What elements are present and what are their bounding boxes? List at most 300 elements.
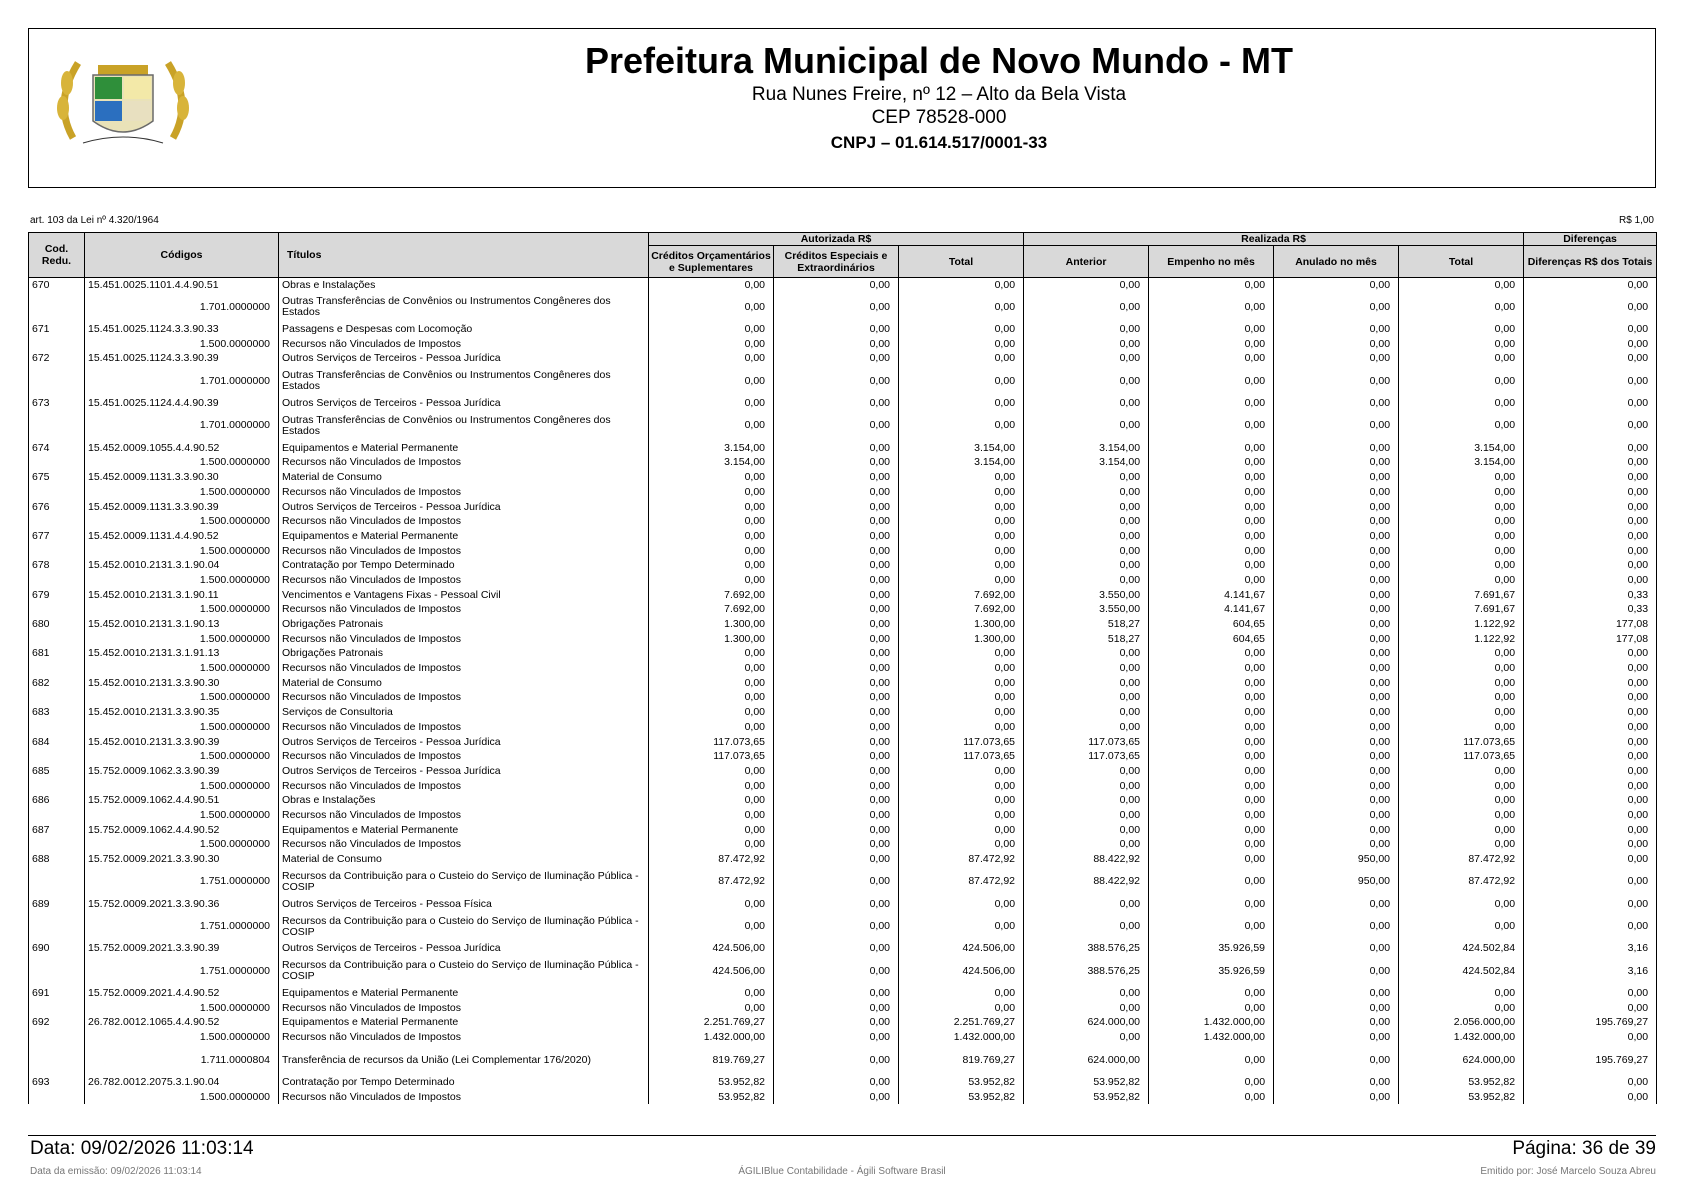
table-row [29, 529, 1657, 544]
cell-diferencas: 0,00 [1524, 278, 1657, 293]
cell-anulado: 950,00 [1274, 867, 1399, 897]
cell-diferencas: 0,00 [1524, 544, 1657, 559]
cell-creditos-orcamentarios: 0,00 [649, 529, 774, 544]
cell-codigo: 15.752.0009.2021.3.3.90.30 [85, 852, 279, 867]
cell-anulado: 0,00 [1274, 779, 1399, 794]
cell-total-autorizada: 0,00 [899, 278, 1024, 293]
cell-total-realizada: 424.502,84 [1399, 942, 1524, 957]
cell-titulo: Obrigações Patronais [279, 617, 649, 632]
emitted-by: Emitido por: José Marcelo Souza Abreu [1480, 1166, 1656, 1177]
cell-cod-redu [29, 337, 85, 352]
cell-total-realizada: 1.122,92 [1399, 617, 1524, 632]
cell-creditos-especiais: 0,00 [774, 500, 899, 515]
table-row [29, 956, 1657, 986]
cell-anterior: 0,00 [1024, 691, 1149, 706]
cell-creditos-especiais: 0,00 [774, 912, 899, 942]
cell-codigo: 1.701.0000000 [85, 292, 279, 322]
cell-total-realizada: 0,00 [1399, 514, 1524, 529]
table-row [29, 411, 1657, 441]
cell-total-realizada: 53.952,82 [1399, 1075, 1524, 1090]
cell-codigo: 1.500.0000000 [85, 1030, 279, 1045]
cell-creditos-orcamentarios: 0,00 [649, 514, 774, 529]
cell-total-autorizada: 87.472,92 [899, 852, 1024, 867]
cell-anulado: 0,00 [1274, 292, 1399, 322]
cell-anulado: 0,00 [1274, 470, 1399, 485]
cell-creditos-especiais: 0,00 [774, 588, 899, 603]
cell-anterior: 0,00 [1024, 986, 1149, 1001]
cell-total-autorizada: 0,00 [899, 691, 1024, 706]
cell-anulado: 0,00 [1274, 897, 1399, 912]
cell-anterior: 3.550,00 [1024, 603, 1149, 618]
cell-creditos-orcamentarios: 0,00 [649, 705, 774, 720]
cell-cod-redu: 688 [29, 852, 85, 867]
cell-total-autorizada: 117.073,65 [899, 749, 1024, 764]
cell-total-realizada: 0,00 [1399, 558, 1524, 573]
cell-diferencas: 0,00 [1524, 764, 1657, 779]
cell-diferencas: 0,00 [1524, 735, 1657, 750]
cell-total-realizada: 0,00 [1399, 764, 1524, 779]
cell-empenho: 0,00 [1149, 278, 1274, 293]
cell-cod-redu: 680 [29, 617, 85, 632]
table-row [29, 514, 1657, 529]
cell-titulo: Outros Serviços de Terceiros - Pessoa Jurídica [279, 396, 649, 411]
cell-empenho: 0,00 [1149, 1045, 1274, 1075]
table-row [29, 456, 1657, 471]
cell-cod-redu: 675 [29, 470, 85, 485]
cell-empenho: 0,00 [1149, 676, 1274, 691]
cell-anulado: 0,00 [1274, 411, 1399, 441]
table-row [29, 544, 1657, 559]
cell-codigo: 15.451.0025.1124.4.4.90.39 [85, 396, 279, 411]
cell-creditos-especiais: 0,00 [774, 942, 899, 957]
cell-total-autorizada: 1.300,00 [899, 632, 1024, 647]
cell-anulado: 0,00 [1274, 500, 1399, 515]
cell-titulo: Equipamentos e Material Permanente [279, 823, 649, 838]
cell-empenho: 35.926,59 [1149, 956, 1274, 986]
cell-anulado: 0,00 [1274, 1090, 1399, 1105]
cell-total-autorizada: 0,00 [899, 366, 1024, 396]
table-row [29, 647, 1657, 662]
cell-total-realizada: 0,00 [1399, 1001, 1524, 1016]
cell-titulo: Outras Transferências de Convênios ou Instrumentos Congêneres dos Estados [279, 292, 649, 322]
cell-empenho: 0,00 [1149, 573, 1274, 588]
cell-titulo: Recursos não Vinculados de Impostos [279, 632, 649, 647]
cell-empenho: 0,00 [1149, 912, 1274, 942]
cell-codigo: 15.752.0009.1062.3.3.90.39 [85, 764, 279, 779]
cell-anterior: 0,00 [1024, 1001, 1149, 1016]
cell-total-autorizada: 0,00 [899, 705, 1024, 720]
table-row [29, 278, 1657, 293]
cell-total-realizada: 0,00 [1399, 500, 1524, 515]
municipality-address: Rua Nunes Freire, nº 12 – Alto da Bela Vista [751, 84, 1127, 105]
cell-creditos-orcamentarios: 3.154,00 [649, 456, 774, 471]
cell-cod-redu: 679 [29, 588, 85, 603]
cell-diferencas: 0,00 [1524, 779, 1657, 794]
cell-total-autorizada: 0,00 [899, 337, 1024, 352]
cell-codigo: 1.500.0000000 [85, 514, 279, 529]
cell-anulado: 0,00 [1274, 603, 1399, 618]
cell-anulado: 0,00 [1274, 396, 1399, 411]
cell-codigo: 15.752.0009.1062.4.4.90.52 [85, 823, 279, 838]
cell-anterior: 0,00 [1024, 396, 1149, 411]
cell-creditos-orcamentarios: 0,00 [649, 558, 774, 573]
cell-total-realizada: 87.472,92 [1399, 852, 1524, 867]
cell-codigo: 1.500.0000000 [85, 632, 279, 647]
cell-cod-redu: 683 [29, 705, 85, 720]
cell-empenho: 0,00 [1149, 544, 1274, 559]
cell-total-realizada: 0,00 [1399, 411, 1524, 441]
cell-empenho: 0,00 [1149, 823, 1274, 838]
table-row [29, 764, 1657, 779]
cell-empenho: 0,00 [1149, 897, 1274, 912]
cell-total-autorizada: 87.472,92 [899, 867, 1024, 897]
cell-codigo: 1.500.0000000 [85, 749, 279, 764]
col-total-realizada: Total [1399, 246, 1524, 278]
cell-diferencas: 0,00 [1524, 322, 1657, 337]
cell-cod-redu [29, 1030, 85, 1045]
cell-cod-redu: 689 [29, 897, 85, 912]
cell-total-autorizada: 3.154,00 [899, 456, 1024, 471]
cell-creditos-especiais: 0,00 [774, 661, 899, 676]
cell-anulado: 0,00 [1274, 912, 1399, 942]
cell-total-autorizada: 0,00 [899, 897, 1024, 912]
cell-empenho: 0,00 [1149, 986, 1274, 1001]
cell-diferencas: 0,00 [1524, 529, 1657, 544]
municipality-title: Prefeitura Municipal de Novo Mundo - MT [584, 40, 1293, 81]
cell-titulo: Recursos não Vinculados de Impostos [279, 838, 649, 853]
cell-titulo: Outros Serviços de Terceiros - Pessoa Jurídica [279, 352, 649, 367]
cell-creditos-orcamentarios: 0,00 [649, 396, 774, 411]
table-row [29, 352, 1657, 367]
cell-creditos-especiais: 0,00 [774, 867, 899, 897]
cell-creditos-orcamentarios: 0,00 [649, 337, 774, 352]
cell-titulo: Transferência de recursos da União (Lei Complementar 176/2020) [279, 1045, 649, 1075]
cell-creditos-orcamentarios: 424.506,00 [649, 956, 774, 986]
cell-cod-redu: 673 [29, 396, 85, 411]
col-codigos: Códigos [85, 233, 279, 278]
cell-empenho: 0,00 [1149, 691, 1274, 706]
cell-creditos-especiais: 0,00 [774, 632, 899, 647]
cell-codigo: 1.500.0000000 [85, 544, 279, 559]
cell-creditos-orcamentarios: 0,00 [649, 808, 774, 823]
cell-creditos-orcamentarios: 53.952,82 [649, 1075, 774, 1090]
table-row [29, 735, 1657, 750]
footer-date: Data: 09/02/2026 11:03:14 [30, 1138, 254, 1159]
cell-anterior: 0,00 [1024, 529, 1149, 544]
cell-creditos-orcamentarios: 117.073,65 [649, 749, 774, 764]
cell-anulado: 0,00 [1274, 1016, 1399, 1031]
cell-diferencas: 3,16 [1524, 942, 1657, 957]
table-row [29, 617, 1657, 632]
table-row [29, 749, 1657, 764]
cell-creditos-especiais: 0,00 [774, 1075, 899, 1090]
cell-total-realizada: 0,00 [1399, 396, 1524, 411]
report-header [28, 28, 1656, 188]
cell-total-autorizada: 0,00 [899, 529, 1024, 544]
cell-anterior: 0,00 [1024, 337, 1149, 352]
table-row [29, 720, 1657, 735]
cell-titulo: Outras Transferências de Convênios ou Instrumentos Congêneres dos Estados [279, 411, 649, 441]
cell-diferencas: 0,00 [1524, 808, 1657, 823]
cell-anterior: 0,00 [1024, 366, 1149, 396]
cell-cod-redu [29, 366, 85, 396]
cell-titulo: Recursos da Contribuição para o Custeio do Serviço de Iluminação Pública - COSIP [279, 912, 649, 942]
cell-creditos-especiais: 0,00 [774, 337, 899, 352]
cell-creditos-orcamentarios: 0,00 [649, 352, 774, 367]
cell-creditos-especiais: 0,00 [774, 897, 899, 912]
cell-total-autorizada: 0,00 [899, 986, 1024, 1001]
cell-anulado: 0,00 [1274, 588, 1399, 603]
cell-empenho: 0,00 [1149, 764, 1274, 779]
table-row [29, 661, 1657, 676]
cell-cod-redu: 687 [29, 823, 85, 838]
cell-codigo: 15.451.0025.1124.3.3.90.39 [85, 352, 279, 367]
cell-titulo: Recursos não Vinculados de Impostos [279, 749, 649, 764]
cell-empenho: 0,00 [1149, 411, 1274, 441]
table-row [29, 1075, 1657, 1090]
cell-cod-redu: 674 [29, 441, 85, 456]
cell-empenho: 1.432.000,00 [1149, 1016, 1274, 1031]
cell-creditos-orcamentarios: 117.073,65 [649, 735, 774, 750]
cell-creditos-especiais: 0,00 [774, 1045, 899, 1075]
cell-diferencas: 0,00 [1524, 396, 1657, 411]
cell-diferencas: 0,00 [1524, 456, 1657, 471]
table-row [29, 691, 1657, 706]
cell-creditos-orcamentarios: 0,00 [649, 544, 774, 559]
cell-total-autorizada: 0,00 [899, 558, 1024, 573]
cell-total-autorizada: 0,00 [899, 779, 1024, 794]
cell-cod-redu: 678 [29, 558, 85, 573]
cell-creditos-orcamentarios: 0,00 [649, 1001, 774, 1016]
cell-anterior: 0,00 [1024, 720, 1149, 735]
cell-diferencas: 0,00 [1524, 1030, 1657, 1045]
cell-codigo: 26.782.0012.2075.3.1.90.04 [85, 1075, 279, 1090]
cell-empenho: 0,00 [1149, 661, 1274, 676]
cell-total-realizada: 0,00 [1399, 485, 1524, 500]
cell-diferencas: 177,08 [1524, 632, 1657, 647]
cell-diferencas: 3,16 [1524, 956, 1657, 986]
cell-total-realizada: 0,00 [1399, 705, 1524, 720]
cell-total-realizada: 0,00 [1399, 529, 1524, 544]
cell-codigo: 1.500.0000000 [85, 603, 279, 618]
legal-reference: art. 103 da Lei nº 4.320/1964 [30, 215, 159, 226]
cell-titulo: Outras Transferências de Convênios ou Instrumentos Congêneres dos Estados [279, 366, 649, 396]
cell-creditos-orcamentarios: 0,00 [649, 764, 774, 779]
cell-cod-redu [29, 779, 85, 794]
cell-anterior: 0,00 [1024, 897, 1149, 912]
cell-anterior: 0,00 [1024, 823, 1149, 838]
cell-anulado: 0,00 [1274, 544, 1399, 559]
cell-empenho: 4.141,67 [1149, 588, 1274, 603]
cell-anterior: 0,00 [1024, 322, 1149, 337]
cell-anulado: 0,00 [1274, 573, 1399, 588]
cell-titulo: Recursos não Vinculados de Impostos [279, 808, 649, 823]
cell-diferencas: 0,00 [1524, 573, 1657, 588]
cell-total-autorizada: 0,00 [899, 912, 1024, 942]
cell-anterior: 0,00 [1024, 779, 1149, 794]
table-row [29, 470, 1657, 485]
cell-anterior: 53.952,82 [1024, 1075, 1149, 1090]
cell-total-realizada: 0,00 [1399, 720, 1524, 735]
table-row [29, 779, 1657, 794]
cell-diferencas: 0,33 [1524, 603, 1657, 618]
cell-total-autorizada: 0,00 [899, 514, 1024, 529]
cell-codigo: 1.500.0000000 [85, 720, 279, 735]
cell-codigo: 1.701.0000000 [85, 411, 279, 441]
cell-diferencas: 0,00 [1524, 485, 1657, 500]
cell-anterior: 0,00 [1024, 470, 1149, 485]
cell-total-autorizada: 117.073,65 [899, 735, 1024, 750]
cell-anterior: 518,27 [1024, 632, 1149, 647]
cell-empenho: 0,00 [1149, 485, 1274, 500]
cell-diferencas: 0,00 [1524, 852, 1657, 867]
cell-empenho: 0,00 [1149, 529, 1274, 544]
cell-creditos-orcamentarios: 0,00 [649, 411, 774, 441]
cell-cod-redu [29, 956, 85, 986]
cell-cod-redu [29, 632, 85, 647]
cell-cod-redu: 692 [29, 1016, 85, 1031]
cell-diferencas: 0,00 [1524, 1090, 1657, 1105]
cell-titulo: Material de Consumo [279, 852, 649, 867]
cell-codigo: 1.500.0000000 [85, 779, 279, 794]
cell-codigo: 1.751.0000000 [85, 956, 279, 986]
cell-anulado: 0,00 [1274, 352, 1399, 367]
cell-diferencas: 0,00 [1524, 441, 1657, 456]
cell-total-realizada: 0,00 [1399, 897, 1524, 912]
cell-titulo: Passagens e Despesas com Locomoção [279, 322, 649, 337]
cell-titulo: Recursos não Vinculados de Impostos [279, 603, 649, 618]
emission-date: Data da emissão: 09/02/2026 11:03:14 [30, 1166, 202, 1177]
cell-diferencas: 0,00 [1524, 705, 1657, 720]
cell-empenho: 0,00 [1149, 366, 1274, 396]
cell-empenho: 0,00 [1149, 1001, 1274, 1016]
cell-anulado: 0,00 [1274, 764, 1399, 779]
cell-anterior: 3.154,00 [1024, 441, 1149, 456]
cell-anulado: 0,00 [1274, 749, 1399, 764]
cell-creditos-especiais: 0,00 [774, 749, 899, 764]
currency-unit: R$ 1,00 [1618, 215, 1654, 226]
cell-diferencas: 195.769,27 [1524, 1016, 1657, 1031]
cell-titulo: Outros Serviços de Terceiros - Pessoa Jurídica [279, 500, 649, 515]
cell-titulo: Recursos não Vinculados de Impostos [279, 573, 649, 588]
cell-creditos-orcamentarios: 3.154,00 [649, 441, 774, 456]
cell-diferencas: 0,00 [1524, 986, 1657, 1001]
cell-total-realizada: 3.154,00 [1399, 441, 1524, 456]
cell-creditos-orcamentarios: 0,00 [649, 779, 774, 794]
cell-diferencas: 0,33 [1524, 588, 1657, 603]
cell-titulo: Recursos não Vinculados de Impostos [279, 337, 649, 352]
table-row [29, 485, 1657, 500]
cell-empenho: 0,00 [1149, 735, 1274, 750]
cell-codigo: 15.752.0009.1062.4.4.90.51 [85, 793, 279, 808]
cell-total-autorizada: 0,00 [899, 500, 1024, 515]
cell-cod-redu: 684 [29, 735, 85, 750]
cell-titulo: Equipamentos e Material Permanente [279, 1016, 649, 1031]
cell-titulo: Material de Consumo [279, 676, 649, 691]
cell-anterior: 624.000,00 [1024, 1045, 1149, 1075]
cell-creditos-especiais: 0,00 [774, 1030, 899, 1045]
cell-anterior: 0,00 [1024, 793, 1149, 808]
cell-cod-redu [29, 749, 85, 764]
cell-creditos-especiais: 0,00 [774, 793, 899, 808]
cell-total-autorizada: 0,00 [899, 720, 1024, 735]
col-anterior: Anterior [1024, 246, 1149, 278]
table-row [29, 942, 1657, 957]
cell-total-realizada: 0,00 [1399, 647, 1524, 662]
cell-total-autorizada: 7.692,00 [899, 603, 1024, 618]
cell-total-realizada: 0,00 [1399, 278, 1524, 293]
cell-total-autorizada: 0,00 [899, 647, 1024, 662]
cell-anterior: 0,00 [1024, 411, 1149, 441]
cell-titulo: Serviços de Consultoria [279, 705, 649, 720]
page-indicator: Página: 36 de 39 [1512, 1138, 1656, 1159]
cell-codigo: 1.500.0000000 [85, 1090, 279, 1105]
cell-titulo: Recursos não Vinculados de Impostos [279, 720, 649, 735]
cell-cod-redu [29, 514, 85, 529]
cell-creditos-orcamentarios: 0,00 [649, 322, 774, 337]
cell-total-autorizada: 53.952,82 [899, 1075, 1024, 1090]
cell-titulo: Recursos não Vinculados de Impostos [279, 779, 649, 794]
cell-creditos-especiais: 0,00 [774, 292, 899, 322]
cell-total-realizada: 0,00 [1399, 823, 1524, 838]
table-row [29, 1030, 1657, 1045]
cell-total-realizada: 0,00 [1399, 366, 1524, 396]
cell-creditos-orcamentarios: 0,00 [649, 691, 774, 706]
cell-total-realizada: 117.073,65 [1399, 735, 1524, 750]
cell-anulado: 950,00 [1274, 852, 1399, 867]
cell-total-realizada: 424.502,84 [1399, 956, 1524, 986]
cell-anterior: 117.073,65 [1024, 735, 1149, 750]
cell-codigo: 1.500.0000000 [85, 838, 279, 853]
cell-diferencas: 0,00 [1524, 691, 1657, 706]
col-creditos-orcamentarios: Créditos Orçamentários e Suplementares [649, 246, 774, 278]
cell-total-realizada: 0,00 [1399, 470, 1524, 485]
cell-anulado: 0,00 [1274, 1075, 1399, 1090]
cell-diferencas: 0,00 [1524, 366, 1657, 396]
cell-cod-redu [29, 544, 85, 559]
cell-titulo: Equipamentos e Material Permanente [279, 529, 649, 544]
cell-diferencas: 177,08 [1524, 617, 1657, 632]
cell-creditos-orcamentarios: 0,00 [649, 823, 774, 838]
cell-creditos-especiais: 0,00 [774, 352, 899, 367]
cell-titulo: Recursos não Vinculados de Impostos [279, 691, 649, 706]
cell-creditos-especiais: 0,00 [774, 396, 899, 411]
cell-titulo: Recursos da Contribuição para o Custeio do Serviço de Iluminação Pública - COSIP [279, 867, 649, 897]
cell-codigo: 15.452.0010.2131.3.1.90.04 [85, 558, 279, 573]
cell-anulado: 0,00 [1274, 514, 1399, 529]
cell-creditos-orcamentarios: 53.952,82 [649, 1090, 774, 1105]
cell-total-realizada: 0,00 [1399, 573, 1524, 588]
cell-anterior: 518,27 [1024, 617, 1149, 632]
cell-total-realizada: 0,00 [1399, 986, 1524, 1001]
cell-total-autorizada: 0,00 [899, 764, 1024, 779]
cell-anulado: 0,00 [1274, 529, 1399, 544]
cell-total-realizada: 7.691,67 [1399, 603, 1524, 618]
table-row [29, 1045, 1657, 1075]
cell-creditos-especiais: 0,00 [774, 441, 899, 456]
cell-creditos-orcamentarios: 0,00 [649, 470, 774, 485]
cell-total-autorizada: 0,00 [899, 676, 1024, 691]
cell-cod-redu [29, 808, 85, 823]
municipal-coat-of-arms-logo [43, 43, 203, 175]
cell-empenho: 0,00 [1149, 514, 1274, 529]
cell-cod-redu: 676 [29, 500, 85, 515]
cell-cod-redu: 671 [29, 322, 85, 337]
cell-cod-redu: 681 [29, 647, 85, 662]
table-row [29, 676, 1657, 691]
cell-titulo: Recursos da Contribuição para o Custeio do Serviço de Iluminação Pública - COSIP [279, 956, 649, 986]
cell-anulado: 0,00 [1274, 676, 1399, 691]
